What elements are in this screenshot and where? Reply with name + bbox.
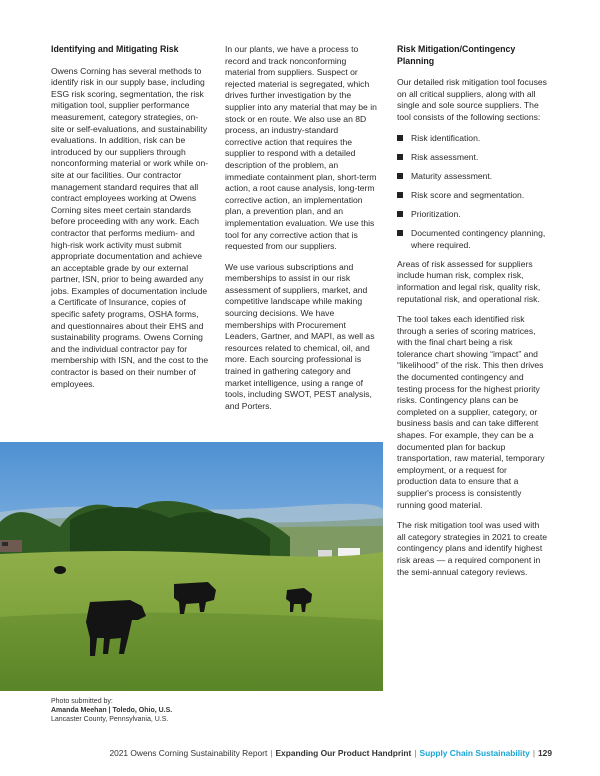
footer-section: Expanding Our Product Handprint [275, 748, 412, 758]
paragraph: Owens Corning has several methods to identify risk in our supply base, including ESG risk scoring, segmentation, the risk mitigation tool, supplier performance measurement, category strategies, on-site or self-evaluations, and sustainability evaluations. In addition, risk can be introduced by our suppliers through nonconforming material or work while on-site at our facilities. Our contractor management standard requires that all contract employees working at Owens Corning sites meet certain standards before proceeding with any work. Each contractor that performs medium- and high-risk work activity must submit appropriate documentation and achieve an acceptable grade by our external partner, ISN, prior to being awarded any jobs. Examples of documentation include a Certificate of Insurance, copies of specific safety programs, OSHA forms, and questionnaires about their EHS and sustainability programs. Owens Corning and the individual contractor pay for membership with ISN, and the cost to the contractor is based on their number of employees. [51, 65, 209, 389]
list-item: Risk identification. [397, 133, 549, 145]
page-footer: 2021 Owens Corning Sustainability Report | Expanding Our Product Handprint | Supply Chain Sustainability | 129 [109, 748, 552, 758]
paragraph: The tool takes each identified risk through a series of scoring matrices, with the final chart being a risk tolerance chart showing “impact” and “likelihood” of the risk. This then drives the documented contingency and testing process for the highest priority risks. Contingency plans can be completed on a supplier, category, or business basis and can take different shapes. For example, they can be a documented plan for backup transportation, raw material, temporary employment, or a request for production data to ensure that a supplier's process is consistently running good material. [397, 314, 545, 510]
list-item: Maturity assessment. [397, 171, 549, 183]
list-item: Risk score and segmentation. [397, 190, 549, 202]
section-heading-identifying-risk: Identifying and Mitigating Risk [51, 44, 179, 54]
photo-credit [51, 697, 172, 725]
photo-credit-location: Lancaster County, Pennsylvania, U.S. [51, 716, 169, 724]
photo-credit-label: Photo submitted by: [51, 698, 113, 705]
page-number: 129 [538, 748, 552, 758]
paragraph: In our plants, we have a process to record and track nonconforming material from suppliers. Suspect or rejected material is segregated, which drives further investigation by the supplier into any material that may be in stock or en route. We also use an 8D process, an industry-standard corrective action that requires the supplier to respond with a detailed description of the problem, an immediate containment plan, short-term action, a root cause analysis, long-term corrective action, an implementation plan, a prevention plan, and an implementation evaluation. We use this tool for any corrective action that is requested from our suppliers. [225, 44, 377, 252]
footer-subsection: Supply Chain Sustainability [419, 748, 530, 758]
paragraph: We use various subscriptions and memberships to assist in our risk assessment of suppliers, market, and competitive landscape while making sourcing decisions. We have memberships with Procurement Leaders, Gartner, and MAPI, as well as resources related to chemical, oil, and more. Each sourcing professional is trained in gathering category and market intelligence, using a range of tools, including SWOT, PEST analysis, and Porters. [225, 261, 375, 411]
text-column-right [397, 44, 549, 587]
risk-tool-sections-list [397, 133, 549, 252]
list-item: Risk assessment. [397, 152, 549, 164]
list-item: Prioritization. [397, 209, 549, 221]
pasture-cattle-photo [0, 442, 383, 691]
text-column-middle [225, 44, 377, 421]
paragraph: Our detailed risk mitigation tool focuses on all critical suppliers, along with all single and sole source suppliers. The tool consists of the following sections: [397, 77, 547, 122]
footer-report-title: 2021 Owens Corning Sustainability Report [109, 748, 268, 758]
photo-credit-name: Amanda Meehan | Toledo, Ohio, U.S. [51, 707, 173, 715]
paragraph: Areas of risk assessed for suppliers include human risk, complex risk, information and legal risk, quality risk, reputational risk, and operational risk. [397, 258, 541, 304]
paragraph: The risk mitigation tool was used with all category strategies in 2021 to create contingency plans and identify highest risk areas — a required component in the semi-annual category reviews. [397, 520, 548, 577]
text-column-left [51, 44, 209, 399]
section-heading-risk-mitigation: Risk Mitigation/Contingency Planning [397, 44, 516, 66]
list-item: Documented contingency planning, where required. [397, 228, 549, 251]
